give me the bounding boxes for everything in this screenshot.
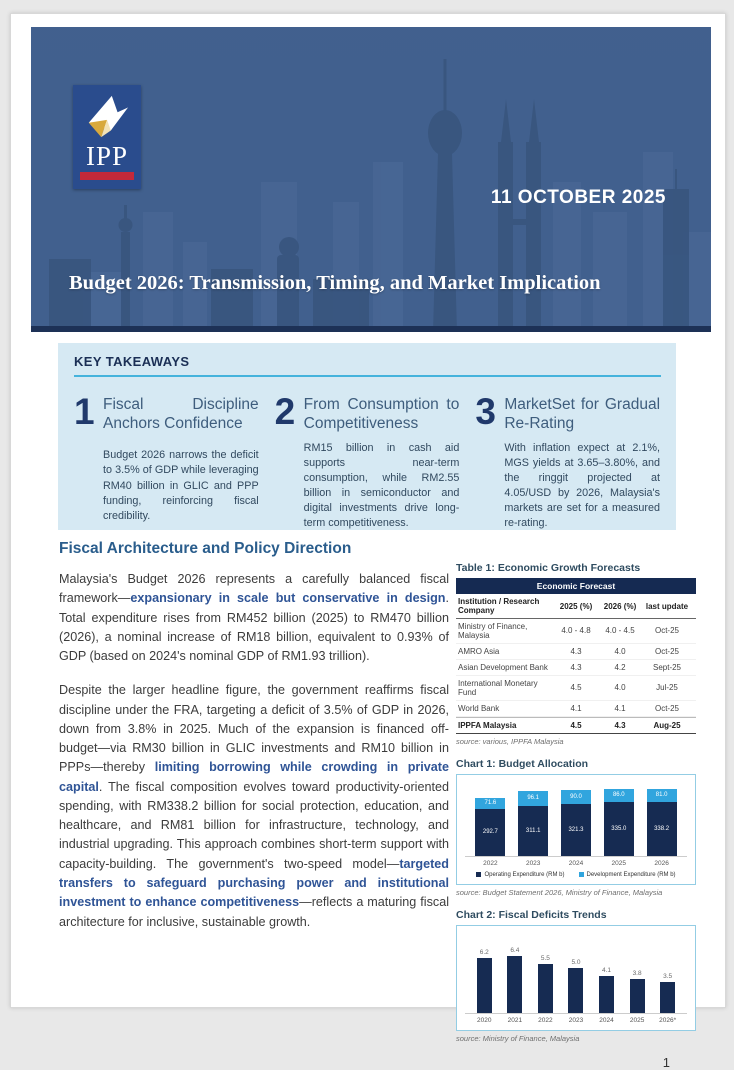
legend-swatch-icon	[476, 872, 481, 877]
x-tick-label: 2021	[507, 1016, 523, 1024]
stacked-bar-2023	[518, 791, 548, 856]
takeaway-number: 3	[475, 391, 496, 432]
x-tick-label: 2023	[568, 1016, 584, 1024]
budget-allocation-chart	[456, 774, 696, 885]
table-row	[456, 701, 696, 717]
table1-title: Table 1: Economic Growth Forecasts	[456, 562, 641, 574]
operating-expenditure-segment: 311.1	[518, 806, 548, 855]
table-cell: 4.0	[614, 646, 626, 656]
x-tick-label: 2026	[654, 859, 669, 867]
deficit-bar-2022	[532, 955, 558, 1013]
x-tick-label: 2020	[477, 1016, 492, 1024]
fiscal-deficits-chart	[456, 925, 696, 1031]
table-row	[456, 717, 696, 734]
table-cell: IPPFA Malaysia	[458, 720, 517, 730]
legend-item	[579, 872, 676, 878]
table-cell: Sept-25	[652, 662, 682, 672]
article-column	[59, 540, 449, 947]
bar	[568, 968, 583, 1012]
table-cell: 4.2	[614, 662, 626, 672]
legend-label: Operating Expenditure (RM b)	[484, 871, 565, 878]
ipp-logo	[73, 85, 141, 189]
x-tick-label: 2025	[611, 859, 627, 867]
table-cell: 4.5	[570, 683, 582, 692]
table-cell: 4.5	[570, 720, 582, 730]
deficit-bar-2024	[594, 967, 620, 1012]
report-page	[10, 13, 726, 1070]
table-cell: World Bank	[458, 703, 500, 713]
logo-red-bar	[80, 172, 134, 180]
table-cell: Oct-25	[654, 646, 679, 656]
stacked-bar-2025	[604, 789, 634, 856]
takeaway-body: RM15 billion in cash aid supports near-term consumption, while RM2.55 billion in semiconductor and digital investments drive long-term competitiveness.	[303, 441, 460, 530]
deficit-bar-2026*	[655, 973, 681, 1013]
x-tick-label: 2024	[599, 1016, 614, 1024]
section-heading: Fiscal Architecture and Policy Direction	[59, 540, 352, 557]
takeaway-number: 1	[74, 391, 95, 432]
bar-value-label: 6.2	[479, 948, 489, 956]
article-paragraph	[59, 570, 449, 666]
takeaway-2	[274, 391, 460, 531]
takeaway-title: Fiscal Discipline Anchors Confidence	[103, 396, 259, 433]
development-expenditure-segment: 71.6	[475, 798, 505, 809]
legend-swatch-icon	[579, 872, 584, 877]
figures-column	[456, 562, 696, 1070]
body-text: . The fiscal composition evolves toward productivity-oriented spending, with RM338.2 billion for social protection, education, and healthcare, and RM81 billion for infrastructure, technology, and industrial upgrading. This approach combines short-term support with capacity-building. The government's two-speed model—	[59, 779, 449, 871]
takeaway-number: 2	[274, 391, 296, 432]
development-expenditure-segment: 90.0	[561, 790, 591, 804]
chart1-bars	[465, 785, 687, 857]
x-tick-label: 2022	[538, 1016, 553, 1024]
bar-value-label: 5.0	[571, 959, 581, 967]
table-cell: Oct-25	[654, 626, 679, 635]
takeaway-body: Budget 2026 narrows the deficit to 3.5% of GDP while leveraging RM40 billion in GLIC and PPP funding, reinforcing fiscal credibility.	[103, 449, 259, 522]
legend-label: Development Expenditure (RM b)	[586, 871, 676, 878]
table-cell: Aug-25	[653, 720, 681, 730]
table-body	[456, 619, 696, 734]
bar-value-label: 6.4	[510, 946, 520, 954]
column-header: last update	[645, 601, 689, 611]
table-cell: International Monetary Fund	[458, 678, 538, 697]
body-text: Malaysia's Budget 2026 represents a carefully balanced fiscal framework—	[59, 572, 449, 606]
table-header-band: Economic Forecast	[456, 578, 696, 594]
table-row	[456, 676, 696, 701]
chart2-title: Chart 2: Fiscal Deficits Trends	[456, 908, 607, 921]
stacked-bar-2024	[561, 790, 591, 855]
chart2-source: source: Ministry of Finance, Malaysia	[456, 1033, 580, 1043]
operating-expenditure-segment: 338.2	[647, 802, 677, 856]
takeaway-body: With inflation expect at 2.1%, MGS yields at 3.65–3.80%, and the ringgit projected at 4.05/USD by 2026, Malaysia's markets are set for a measured re-rating.	[504, 441, 661, 530]
publication-date: 11 OCTOBER 2025	[490, 187, 666, 208]
table-cell: Asian Development Bank	[458, 662, 548, 672]
x-tick-label: 2023	[525, 859, 541, 867]
takeaway-3	[475, 391, 661, 531]
stacked-bar-2022	[475, 798, 505, 856]
article-paragraph	[59, 681, 449, 931]
chart1-legend	[465, 872, 687, 878]
key-takeaways-heading: KEY TAKEAWAYS	[74, 354, 190, 369]
body-text: —reflects a maturing fiscal architecture for inclusive, sustainable growth.	[59, 895, 449, 929]
table-cell: 4.0 - 4.8	[561, 626, 591, 635]
bar	[630, 979, 645, 1013]
x-tick-label: 2024	[568, 859, 584, 867]
operating-expenditure-segment: 335.0	[604, 802, 634, 855]
table-cell: Jul-25	[656, 683, 678, 692]
bar	[507, 956, 522, 1013]
x-tick-label: 2022	[483, 859, 498, 867]
table-cell: AMRO Asia	[458, 646, 500, 656]
bar-value-label: 4.1	[602, 967, 612, 975]
bar	[538, 964, 553, 1013]
deficit-bar-2023	[563, 959, 589, 1012]
table-column-headers	[456, 594, 696, 619]
emphasis-text: targeted transfers to safeguard purchasing power and institutional investment to enhance competitiveness	[59, 856, 449, 910]
table-row	[456, 644, 696, 660]
table-cell: 4.3	[614, 720, 626, 730]
development-expenditure-segment: 96.1	[518, 791, 548, 806]
body-text: . Total expenditure rises from RM452 billion (2025) to RM470 billion (2026), a nominal increase of RM18 billion, equivalent to 0.93% of GDP (based on 2024's nominal GDP of RM1.93 trillion).	[59, 591, 449, 664]
table-cell: 4.3	[570, 662, 582, 672]
development-expenditure-segment: 86.0	[604, 789, 634, 803]
column-header: 2025 (%)	[559, 601, 593, 611]
table-cell: Ministry of Finance, Malaysia	[458, 621, 528, 640]
table-row	[456, 619, 696, 644]
deficit-bar-2025	[624, 970, 650, 1013]
header-banner	[31, 27, 711, 332]
report-title: Budget 2026: Transmission, Timing, and Market Implication	[69, 272, 601, 294]
legend-item	[476, 872, 564, 878]
bar	[660, 982, 675, 1013]
table-cell: 4.0 - 4.5	[605, 626, 635, 635]
chart2-bars	[465, 936, 687, 1014]
development-expenditure-segment: 81.0	[647, 789, 677, 802]
page-number: 1	[662, 1054, 670, 1070]
key-takeaways-section	[58, 343, 676, 530]
stacked-bar-2026	[647, 789, 677, 856]
chart1-title: Chart 1: Budget Allocation	[456, 757, 589, 770]
deficit-bar-2021	[502, 947, 528, 1013]
body-text: Despite the larger headline figure, the government reaffirms fiscal discipline under the FRA, targeting a deficit of 3.5% of GDP in 2026, down from 3.8% in 2025. Much of the expansion is financed off-budget—via RM30 billion in GLIC investments and RM10 billion in PPPs—thereby	[59, 683, 449, 775]
emphasis-text: expansionary in scale but conservative in design	[130, 591, 446, 606]
bar-value-label: 5.5	[540, 954, 550, 962]
table-cell: Oct-25	[654, 703, 679, 713]
table1-source: source: various, IPPFA Malaysia	[456, 736, 564, 746]
table-cell: 4.1	[570, 703, 582, 713]
ipp-logo-bird-icon	[83, 93, 131, 141]
chart1-source: source: Budget Statement 2026, Ministry of Finance, Malaysia	[456, 887, 663, 897]
chart2-x-axis	[465, 1017, 687, 1024]
x-tick-label: 2025	[629, 1016, 645, 1024]
logo-wordmark: IPP	[85, 141, 129, 171]
bar	[477, 958, 492, 1013]
takeaway-title: MarketSet for Gradual Re-Rating	[504, 396, 661, 433]
takeaway-1	[74, 391, 259, 531]
bar-value-label: 3.5	[663, 972, 673, 980]
deficit-bar-2020	[471, 949, 497, 1013]
operating-expenditure-segment: 292.7	[475, 809, 505, 856]
banner-bottom-strip	[31, 326, 711, 332]
x-tick-label: 2026*	[659, 1016, 677, 1024]
operating-expenditure-segment: 321.3	[561, 804, 591, 855]
takeaway-title: From Consumption to Competitiveness	[303, 396, 460, 433]
column-header: 2026 (%)	[603, 601, 637, 611]
table-cell: 4.0	[614, 683, 626, 692]
key-takeaways-divider	[74, 375, 661, 377]
chart1-x-axis	[465, 860, 687, 867]
emphasis-text: limiting borrowing while crowding in private capital	[59, 760, 449, 794]
table-cell: 4.3	[570, 646, 582, 656]
table-row	[456, 660, 696, 676]
bar	[599, 976, 614, 1012]
table-cell: 4.1	[614, 703, 626, 713]
economic-forecast-table	[456, 578, 696, 734]
column-header: Institution / Research Company	[458, 597, 540, 615]
bar-value-label: 3.8	[632, 969, 642, 977]
